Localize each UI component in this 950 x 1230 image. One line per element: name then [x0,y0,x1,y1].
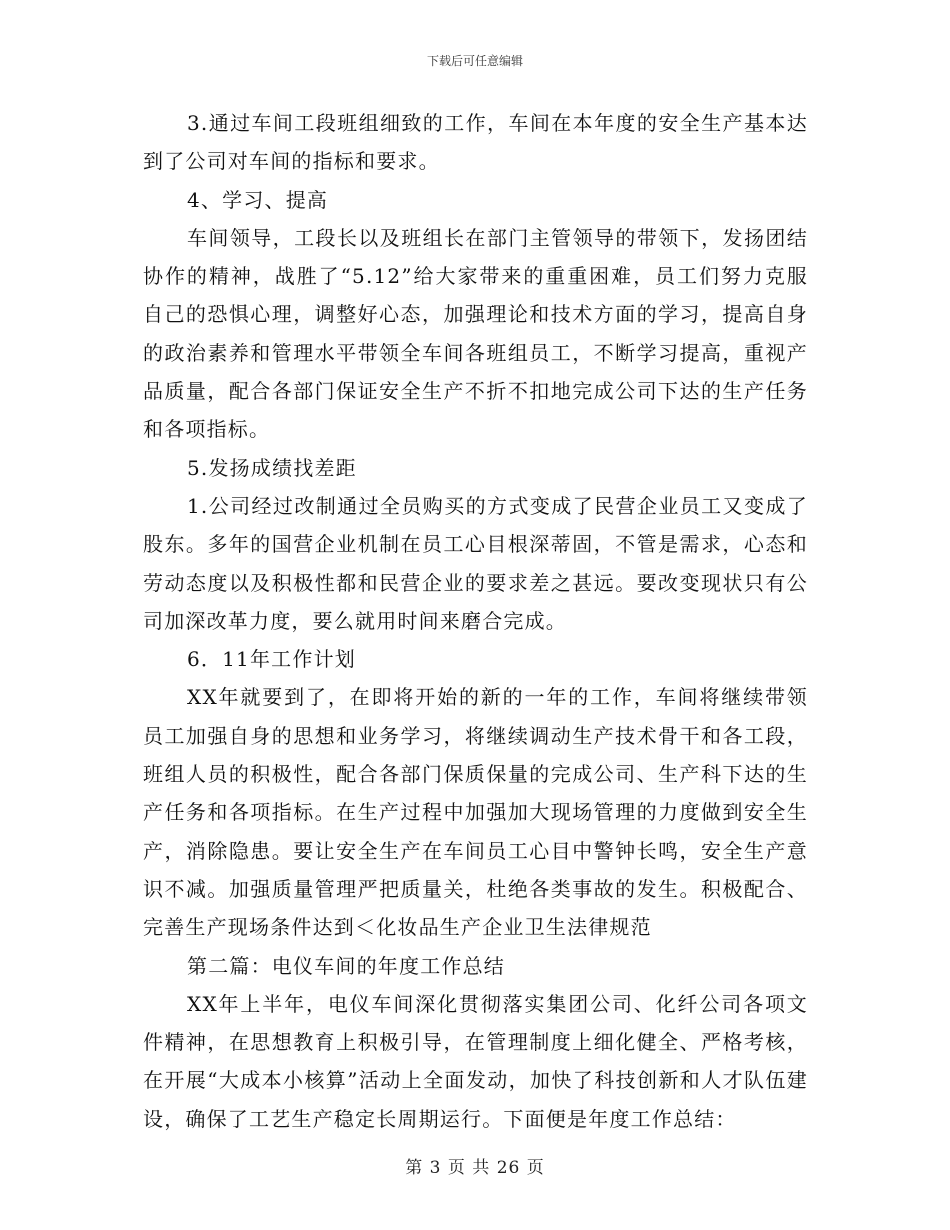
paragraph-study: 车间领导，工段长以及班组长在部门主管领导的带领下，发扬团结协作的精神，战胜了“5.12”给大家带来的重重困难，员工们努力克服自己的恐惧心理，调整好心态，加强理论和技术方面的学习，提高自身的政治素养和管理水平带领全车间各班组员工，不断学习提高，重视产品质量，配合各部门保证安全生产不折不扣地完成公司下达的生产任务和各项指标。 [143,225,808,442]
chapter-heading-second: 第二篇：电仪车间的年度工作总结 [187,953,505,978]
paragraph-item-1: 3.通过车间工段班组细致的工作，车间在本年度的安全生产基本达到了公司对车间的指标和要求。 [143,111,808,174]
section-heading-work-plan: 6．11年工作计划 [187,647,356,672]
page-number-footer: 第 3 页 共 26 页 [405,1158,545,1178]
page-header: 下载后可任意编辑 [426,54,523,68]
section-heading-study: 4、学习、提高 [187,187,329,212]
paragraph-work-plan: XX年就要到了，在即将开始的新的一年的工作，车间将继续带领员工加强自身的思想和业务学习，将继续调动生产技术骨干和各工段，班组人员的积极性，配合各部门保质保量的完成公司、生产科下达的生产任务和各项指标。在生产过程中加强加大现场管理的力度做到安全生产，消除隐患。要让安全生产在车间员工心目中警钟长鸣，安全生产意识不减。加强质量管理严把质量关，杜绝各类事故的发生。积极配合、完善生产现场条件达到＜化妆品生产企业卫生法律规范 [143,685,808,940]
paragraph-achievements: 1.公司经过改制通过全员购买的方式变成了民营企业员工又变成了股东。多年的国营企业机制在员工心目根深蒂固，不管是需求，心态和劳动态度以及积极性都和民营企业的要求差之甚远。要改变现状只有公司加深改革力度，要么就用时间来磨合完成。 [143,493,808,633]
document-body [143,104,808,1138]
section-heading-achievements: 5.发扬成绩找差距 [187,455,357,480]
paragraph-second-intro: XX年上半年，电仪车间深化贯彻落实集团公司、化纤公司各项文件精神，在思想教育上积极引导，在管理制度上细化健全、严格考核，在开展“大成本小核算”活动上全面发动，加快了科技创新和人才队伍建设，确保了工艺生产稳定长周期运行。下面便是年度工作总结： [143,991,808,1131]
